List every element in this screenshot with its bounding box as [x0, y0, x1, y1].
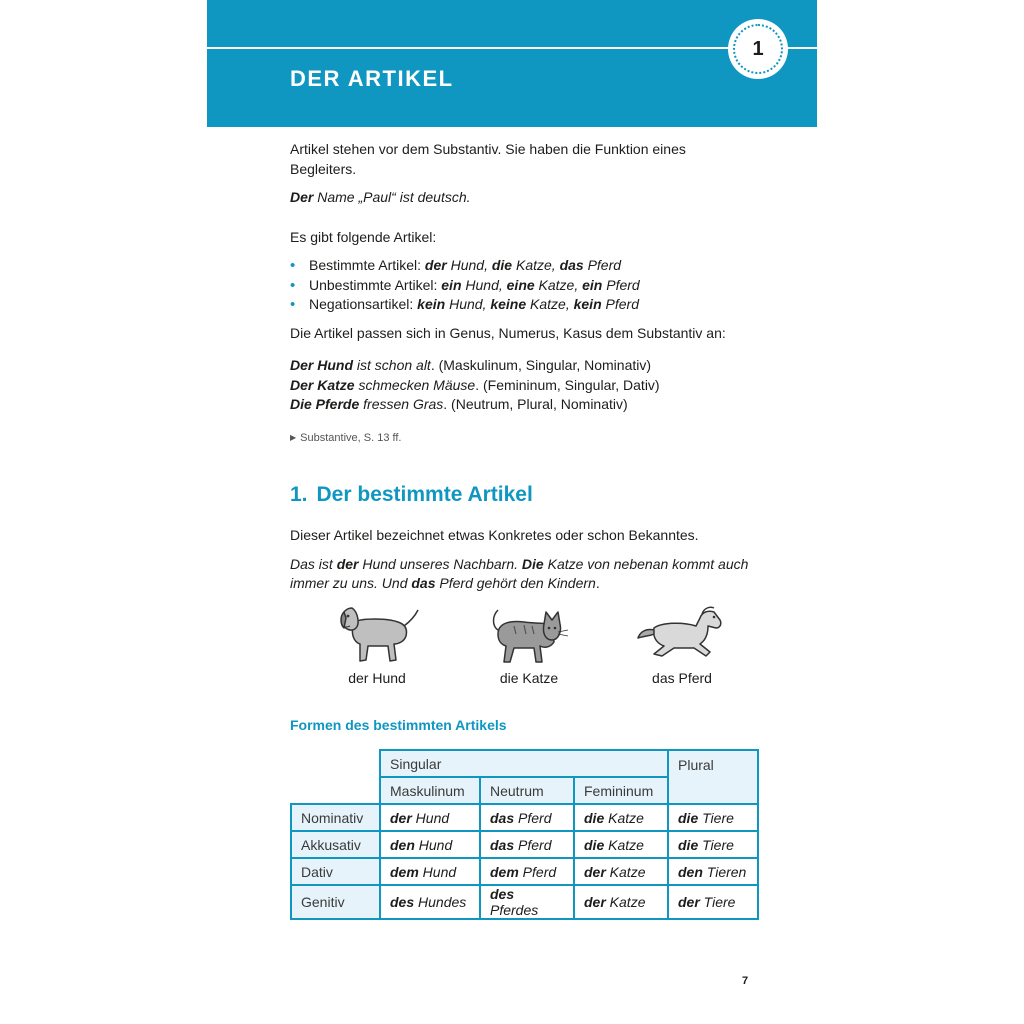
list-item-examples [441, 277, 639, 293]
noun-word: Pferd [601, 296, 639, 312]
example-noun-phrase: Der Hund [290, 357, 353, 373]
cell-article: die [584, 836, 605, 853]
cell-article: der [390, 809, 412, 826]
cell-article: dem [390, 863, 419, 880]
agreement-example [290, 395, 750, 415]
cell-noun: Pferd [514, 809, 552, 826]
cell-noun: Pferd [514, 836, 552, 853]
noun-word: Pferd [583, 257, 622, 273]
cell-article: der [584, 894, 606, 910]
cell-noun: Tiere [699, 894, 736, 910]
animal-figure-horse [622, 604, 742, 686]
article-word: keine [490, 296, 527, 312]
cell-article: dem [490, 863, 519, 880]
table-cell [574, 885, 668, 919]
cell-noun: Tiere [698, 836, 734, 853]
example-grammar-note: . (Femininum, Singular, Dativ) [475, 376, 660, 393]
example-sentence [290, 188, 750, 208]
cell-noun: Hund [414, 836, 453, 853]
article-types-list [290, 256, 750, 315]
table-cell [380, 804, 480, 831]
article-word: der [424, 257, 447, 273]
example-grammar-note: . (Maskulinum, Singular, Nominativ) [430, 357, 652, 373]
table-cell [574, 858, 668, 885]
list-item-label: Negationsartikel: [309, 296, 418, 312]
example-rest: Name „Paul“ ist deutsch. [313, 189, 471, 205]
animal-figure-cat [469, 604, 589, 686]
table-row [291, 885, 758, 919]
noun-word: Hund, [461, 276, 507, 293]
section-number: 1. [290, 483, 308, 506]
cell-noun: Tieren [702, 863, 747, 880]
noun-word: Hund, [445, 296, 491, 312]
cell-article: die [678, 836, 699, 853]
list-item-examples [425, 257, 621, 273]
section-title: Der bestimmte Artikel [316, 483, 533, 506]
case-header: Dativ [291, 858, 380, 885]
cell-noun: Tiere [698, 809, 734, 826]
table-cell [668, 831, 758, 858]
article-word: kein [573, 296, 602, 312]
example-noun-phrase: Die Pferde [290, 396, 360, 412]
noun-word: Katze, [526, 296, 574, 312]
story-period: . [595, 575, 600, 591]
table-cell [668, 858, 758, 885]
cross-reference[interactable] [290, 428, 750, 449]
case-header: Nominativ [291, 804, 380, 831]
story-article: Die [521, 555, 544, 572]
plural-header: Plural [668, 750, 758, 804]
example-predicate: fressen Gras [359, 396, 444, 412]
article-word: ein [582, 276, 603, 293]
article-word: ein [441, 276, 462, 293]
cell-noun: Katze [604, 836, 644, 853]
table-title: Formen des bestimmten Artikels [290, 717, 507, 733]
case-header: Genitiv [291, 885, 380, 919]
agreement-example [290, 356, 750, 376]
list-item-label: Bestimmte Artikel: [309, 257, 425, 273]
table-cell [574, 831, 668, 858]
section-description: Dieser Artikel bezeichnet etwas Konkretes oder schon Bekanntes. [290, 527, 699, 543]
cell-noun: Pferd [518, 863, 557, 880]
triangle-right-icon: ▶ [290, 432, 297, 442]
animal-illustrations [317, 604, 837, 690]
story-text: Katze von nebenan kommt auch immer zu uns. Und [290, 555, 749, 591]
cell-article: das [490, 809, 515, 826]
example-grammar-note: . (Neutrum, Plural, Nominativ) [443, 396, 628, 412]
cell-noun: Katze [605, 863, 646, 880]
animal-label: die Katze [499, 670, 559, 686]
list-item-examples [417, 296, 639, 312]
cat-icon [484, 604, 574, 666]
example-story [290, 555, 750, 594]
page-number: 7 [742, 975, 749, 987]
cell-noun: Katze [604, 809, 644, 826]
article-types-intro: Es gibt folgende Artikel: [290, 228, 437, 245]
agreement-intro: Die Artikel passen sich in Genus, Numerus, Kasus dem Substantiv an: [290, 324, 726, 341]
section-heading [290, 482, 750, 508]
noun-word: Katze, [534, 276, 583, 293]
chapter-header [207, 0, 817, 127]
gender-header: Neutrum [480, 777, 574, 804]
example-predicate: ist schon alt [353, 357, 431, 373]
cell-article: der [678, 894, 700, 910]
table-corner [291, 750, 380, 804]
article-word: das [559, 257, 584, 273]
table-cell [380, 831, 480, 858]
cell-article: die [678, 809, 699, 826]
story-article: das [411, 575, 436, 591]
article-word: kein [417, 296, 446, 312]
chapter-number: 1 [752, 37, 764, 60]
article-word: eine [506, 276, 535, 293]
cell-article: des [490, 886, 515, 902]
animal-label: der Hund [348, 670, 406, 686]
table-cell [480, 885, 574, 919]
header-divider [207, 47, 817, 49]
story-text: Pferd gehört den Kindern [435, 575, 596, 591]
cell-article: des [390, 894, 415, 910]
table-cell [380, 885, 480, 919]
example-article: Der [290, 189, 314, 205]
table-header-row [291, 750, 758, 777]
table-cell [480, 858, 574, 885]
list-item-label: Unbestimmte Artikel: [309, 276, 442, 293]
table-row [291, 831, 758, 858]
noun-word: Hund, [446, 257, 492, 273]
article-forms-table [290, 749, 759, 920]
gender-header: Maskulinum [380, 777, 480, 804]
book-page [207, 0, 817, 1024]
noun-word: Katze, [512, 257, 560, 273]
list-item [290, 256, 750, 276]
animal-figure-dog [317, 604, 437, 686]
table-cell [380, 858, 480, 885]
cell-article: das [490, 836, 515, 853]
dog-icon [332, 604, 422, 666]
horse-icon [634, 604, 730, 666]
cell-noun: Katze [605, 894, 646, 910]
cell-noun: Hund [411, 809, 450, 826]
table-cell [480, 804, 574, 831]
noun-word: Pferd [602, 276, 640, 293]
cell-noun: Hund [418, 863, 457, 880]
cell-noun: Pferdes [490, 902, 539, 918]
table-row [291, 858, 758, 885]
article-word: die [491, 257, 513, 273]
cell-article: die [584, 809, 605, 826]
singular-header: Singular [380, 750, 668, 777]
chapter-number-badge [728, 19, 788, 79]
cell-article: den [390, 836, 415, 853]
chapter-title: DER ARTIKEL [290, 66, 454, 91]
story-text: Hund unseres Nachbarn. [358, 555, 522, 572]
table-cell [574, 804, 668, 831]
agreement-examples [290, 356, 750, 415]
page-content [290, 140, 750, 594]
table-row [291, 804, 758, 831]
list-item [290, 276, 750, 296]
cell-article: den [678, 863, 703, 880]
story-text: Das ist [290, 555, 337, 572]
gender-header: Femininum [574, 777, 668, 804]
table-cell [480, 831, 574, 858]
cell-noun: Hundes [414, 894, 467, 910]
agreement-example [290, 376, 750, 396]
animal-label: das Pferd [652, 670, 712, 686]
table-cell [668, 885, 758, 919]
example-noun-phrase: Der Katze [290, 376, 355, 393]
case-header: Akkusativ [291, 831, 380, 858]
cell-article: der [584, 863, 606, 880]
table-cell [668, 804, 758, 831]
example-predicate: schmecken Mäuse [354, 376, 476, 393]
story-article: der [336, 555, 359, 572]
cross-reference-text: Substantive, S. 13 ff. [300, 431, 402, 444]
intro-text: Artikel stehen vor dem Substantiv. Sie haben die Funktion eines Begleiters. [290, 141, 686, 177]
list-item [290, 295, 750, 315]
